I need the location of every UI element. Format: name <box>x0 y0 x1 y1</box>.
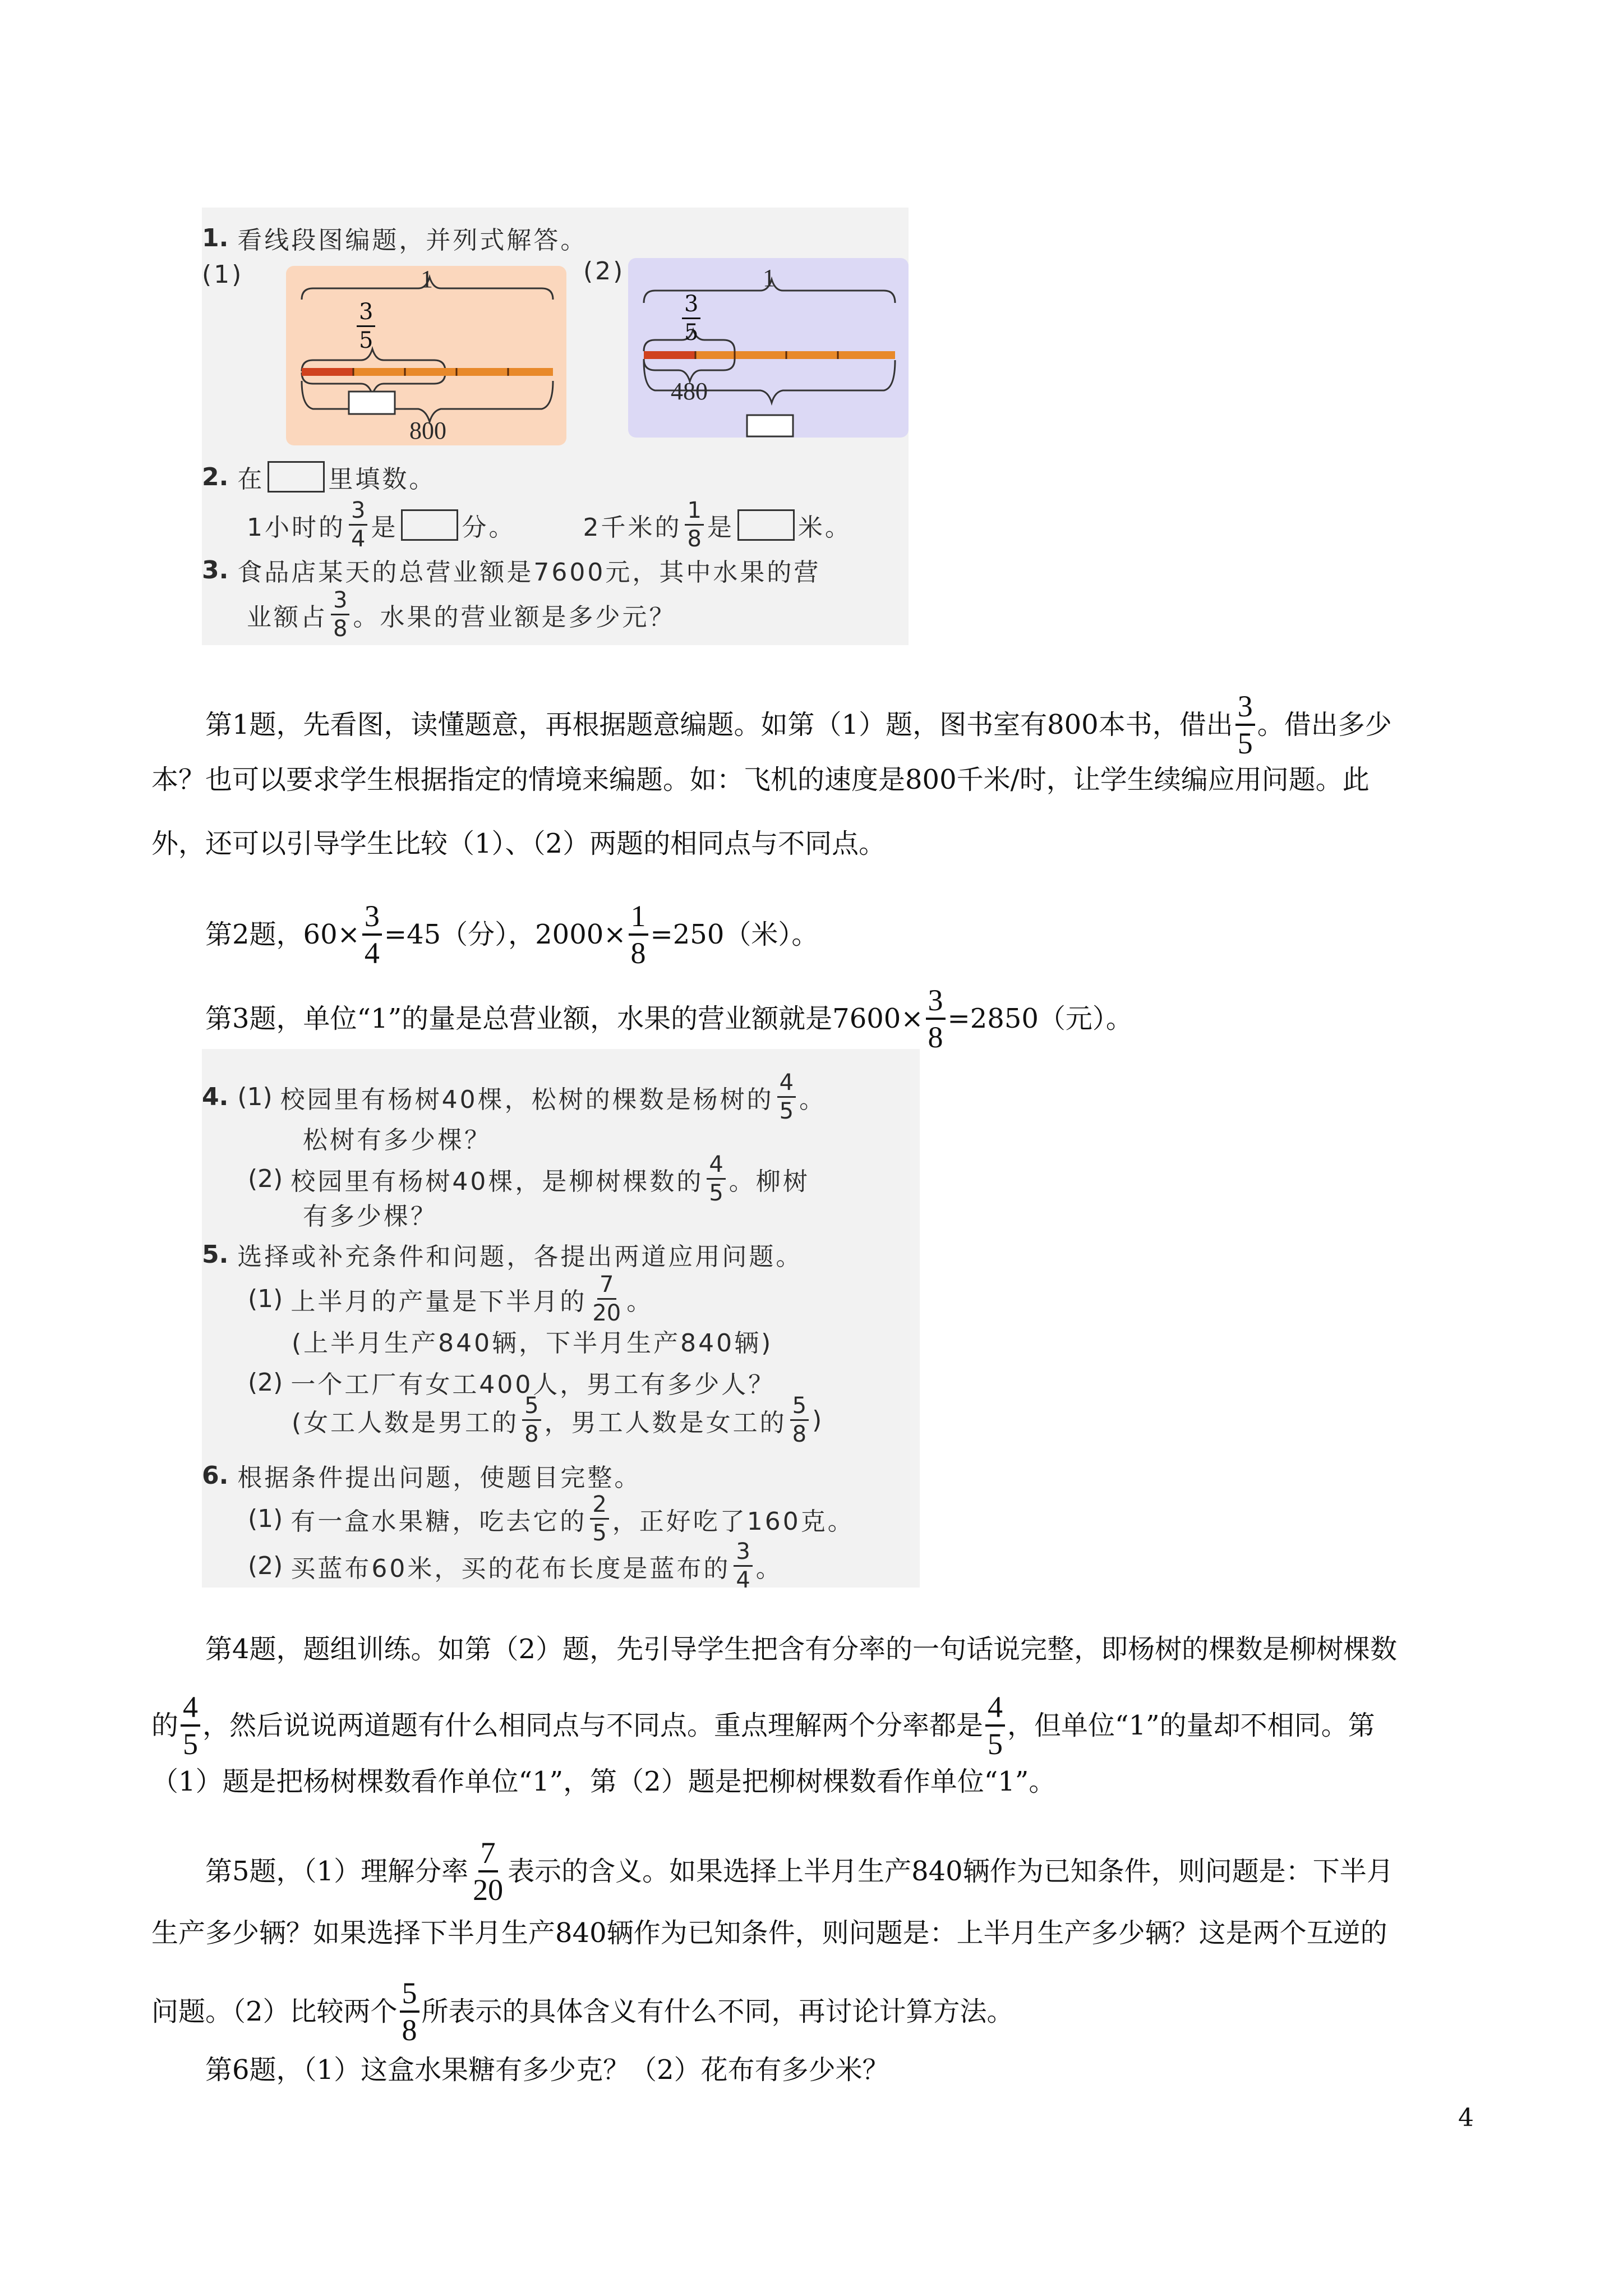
question-1 <box>202 220 587 256</box>
note-q6: 第6题，（1）这盒水果糖有多少克？（2）花布有多少米？ <box>205 2054 889 2086</box>
fraction: 7 20 <box>592 1272 621 1326</box>
question-4-part-2: (2) 校园里有杨树40棵，是柳树棵数的 4 5 。柳树 <box>248 1152 810 1206</box>
question-text: 看线段图编题，并列式解答。 <box>237 226 588 255</box>
question-number: 5. <box>202 1240 229 1269</box>
question-number: 6. <box>202 1461 229 1490</box>
fraction: 5 8 <box>400 1978 419 2045</box>
fraction: 1 8 <box>685 499 703 550</box>
question-4-line-4: 有多少棵？ <box>303 1202 437 1231</box>
note-q5-line-2: 生产多少辆？如果选择下半月生产840辆作为已知条件，则问题是：上半月生产多少辆？这是两个互逆的 <box>151 1917 1387 1949</box>
fraction: $\frac{3}{4}$ <box>362 901 382 968</box>
fraction: $\frac{3}{8}$ <box>926 985 946 1052</box>
fraction: 4 5 <box>181 1692 200 1759</box>
total-label: 1 <box>763 264 777 292</box>
question-5: 5. 选择或补充条件和问题，各提出两道应用问题。 <box>202 1240 803 1271</box>
question-3: 3. 食品店某天的总营业额是7600元，其中水果的营 <box>202 555 821 587</box>
note-q4-line-3: （1）题是把杨树棵数看作单位“1”，第（2）题是把柳树棵数看作单位“1”。 <box>151 1766 1056 1797</box>
fraction: 3 5 <box>1235 691 1255 758</box>
fraction: 2 5 <box>590 1493 608 1544</box>
question-5-part-2: (2) 一个工厂有女工400人，男工有多少人？ <box>248 1368 776 1399</box>
note-q5-line-3: 问题。（2）比较两个 5 8 所表示的具体含义有什么不同，再讨论计算方法。 <box>151 1976 1014 2047</box>
note-q1-line-2: 本？也可以要求学生根据指定的情境来编题。如：飞机的速度是800千米/时，让学生续编应用问题。此 <box>151 764 1370 795</box>
answer-box <box>401 509 458 541</box>
fraction: 4 5 <box>985 1692 1005 1759</box>
line-segment-diagram-2 <box>628 258 909 438</box>
total-label: 1 <box>421 265 435 293</box>
note-q1-line-1: 第1题，先看图，读懂题意，再根据题意编题。如第（1）题，图书室有800本书，借出 3 5 。借出多少 <box>205 689 1392 760</box>
answer-box <box>268 461 325 493</box>
note-q2: 第2题，60× $\frac{3}{4}$ =45（分），2000× $\frac{1}{8}$ =250（米）。 <box>205 899 819 970</box>
question-6-part-2: (2) 买蓝布60米，买的花布长度是蓝布的 3 4 。 <box>248 1539 783 1593</box>
fraction: 3 4 <box>734 1540 752 1591</box>
question-6: 6. 根据条件提出问题，使题目完整。 <box>202 1461 642 1492</box>
question-6-part-1: (1) 有一盒水果糖，吃去它的 2 5 ，正好吃了160克。 <box>248 1492 855 1546</box>
page-number: 4 <box>1458 2104 1474 2132</box>
fraction: 4 5 <box>707 1153 725 1204</box>
textbook-excerpt-1 <box>202 208 909 645</box>
question-3-line-2: 业额占 3 8 。水果的营业额是多少元？ <box>247 587 676 642</box>
question-2: 2. 在 里填数。 <box>202 459 436 495</box>
question-4-line-2: 松树有多少棵？ <box>303 1126 491 1154</box>
fraction: 3 8 <box>331 589 349 640</box>
part-value: 480 <box>671 378 708 405</box>
question-4-part-1: 4. (1) 校园里有杨树40棵，松树的棵数是杨树的 4 5 。 <box>202 1070 827 1124</box>
question-2-items: 1小时的 3 4 是 分。 2千米的 1 8 是 米。 <box>247 498 852 552</box>
note-q4-line-1: 第4题，题组训练。如第（2）题，先引导学生把含有分率的一句话说完整，即杨树的棵数是柳树棵数 <box>205 1634 1398 1665</box>
question-number: 1. <box>202 223 229 252</box>
question-number: 4. <box>202 1083 229 1111</box>
question-5-part-1: (1) 上半月的产量是下半月的 7 20 。 <box>248 1272 654 1326</box>
fraction: 4 5 <box>777 1071 796 1122</box>
note-q3: 第3题，单位“1”的量是总营业额，水果的营业额就是7600× $\frac{3}{8}$ =2850（元）。 <box>205 983 1133 1054</box>
question-number: 2. <box>202 462 229 491</box>
fraction-label: 3 5 <box>357 301 375 352</box>
answer-box <box>737 509 795 541</box>
fraction: 3 4 <box>349 499 367 550</box>
panel-2-label: (2) <box>583 257 625 286</box>
line-segment-diagram-1 <box>286 266 566 445</box>
question-5-line-4: (女工人数是男工的 5 8 ，男工人数是女工的 5 8 ) <box>292 1393 824 1447</box>
fraction: $\frac{1}{8}$ <box>629 901 648 968</box>
fraction-label: 3 5 <box>682 293 700 344</box>
note-q4-line-2: 的 4 5 ，然后说说两道题有什么相同点与不同点。重点理解两个分率都是 4 5 ，但单位“1”的量却不相同。第 <box>151 1690 1375 1761</box>
fraction: 5 8 <box>522 1395 541 1446</box>
textbook-excerpt-2 <box>202 1049 920 1593</box>
question-5-line-2: (上半月生产840辆，下半月生产840辆) <box>292 1329 773 1358</box>
total-value: 800 <box>409 417 446 444</box>
note-q5-line-1: 第5题，（1）理解分率 7 20 表示的含义。如果选择上半月生产840辆作为已知条件，则问题是：下半月 <box>205 1836 1394 1907</box>
note-q1-line-3: 外，还可以引导学生比较（1）、（2）两题的相同点与不同点。 <box>151 828 886 859</box>
question-number: 3. <box>202 555 229 585</box>
fraction: 7 20 <box>473 1836 504 1907</box>
fraction: 5 8 <box>790 1395 809 1446</box>
panel-1-label: (1) <box>202 260 244 289</box>
